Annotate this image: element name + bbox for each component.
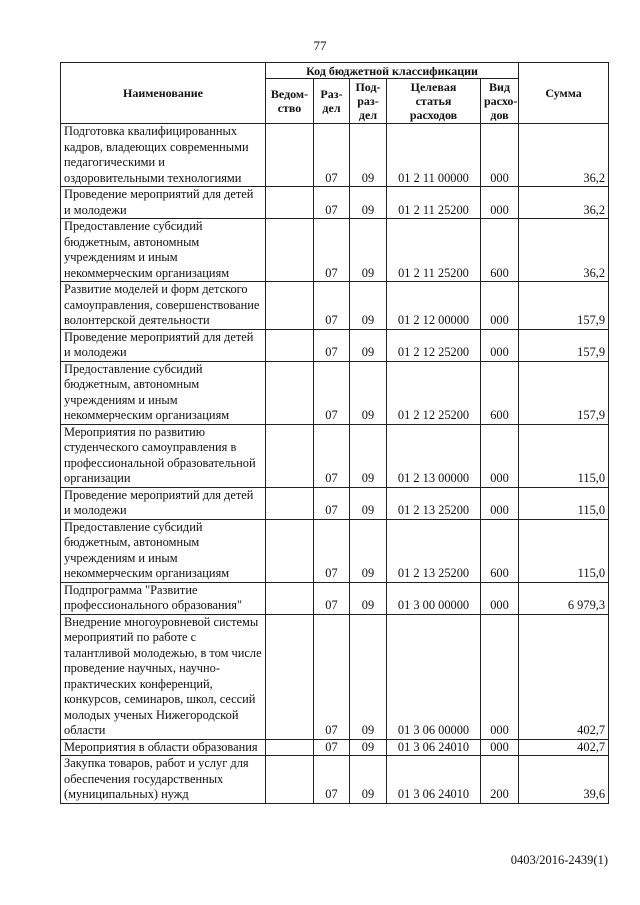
row-expense-type: 000 <box>481 487 519 519</box>
row-vedomstvo <box>266 739 314 756</box>
row-sum: 39,6 <box>519 756 609 804</box>
row-name: Подпрограмма "Развитие профессионального образования" <box>61 582 266 614</box>
table-row <box>61 329 609 361</box>
budget-table <box>60 62 609 804</box>
table-row <box>61 424 609 487</box>
row-razdel: 07 <box>314 519 350 582</box>
row-podrazdel: 09 <box>350 487 387 519</box>
row-expense-type: 000 <box>481 614 519 739</box>
row-podrazdel: 09 <box>350 739 387 756</box>
row-vedomstvo <box>266 519 314 582</box>
row-name: Мероприятия по развитию студенческого самоуправления в профессиональной образовательной организации <box>61 424 266 487</box>
row-expense-type: 600 <box>481 219 519 282</box>
row-podrazdel: 09 <box>350 519 387 582</box>
row-name: Предоставление субсидий бюджетным, автономным учреждениям и иным некоммерческим организациям <box>61 519 266 582</box>
table-row <box>61 739 609 756</box>
row-podrazdel: 09 <box>350 614 387 739</box>
header-vedomstvo: Ведом- ство <box>266 79 314 124</box>
table-row <box>61 614 609 739</box>
row-target-article: 01 2 13 25200 <box>387 487 481 519</box>
row-razdel: 07 <box>314 124 350 187</box>
row-expense-type: 000 <box>481 124 519 187</box>
row-target-article: 01 2 11 25200 <box>387 187 481 219</box>
row-vedomstvo <box>266 614 314 739</box>
table-row <box>61 282 609 330</box>
row-target-article: 01 2 11 25200 <box>387 219 481 282</box>
row-vedomstvo <box>266 361 314 424</box>
row-razdel: 07 <box>314 487 350 519</box>
row-target-article: 01 2 13 00000 <box>387 424 481 487</box>
row-name: Предоставление субсидий бюджетным, автономным учреждениям и иным некоммерческим организациям <box>61 361 266 424</box>
row-sum: 36,2 <box>519 187 609 219</box>
row-podrazdel: 09 <box>350 219 387 282</box>
row-expense-type: 000 <box>481 582 519 614</box>
row-podrazdel: 09 <box>350 756 387 804</box>
row-razdel: 07 <box>314 219 350 282</box>
row-vedomstvo <box>266 424 314 487</box>
row-podrazdel: 09 <box>350 329 387 361</box>
header-classification-group: Код бюджетной классификации <box>266 63 519 79</box>
row-vedomstvo <box>266 756 314 804</box>
row-expense-type: 000 <box>481 329 519 361</box>
table-row <box>61 361 609 424</box>
row-name: Проведение мероприятий для детей и молодежи <box>61 487 266 519</box>
header-target-article: Целевая статья расходов <box>387 79 481 124</box>
row-target-article: 01 2 11 00000 <box>387 124 481 187</box>
header-razdel: Раз- дел <box>314 79 350 124</box>
row-podrazdel: 09 <box>350 361 387 424</box>
row-sum: 157,9 <box>519 329 609 361</box>
row-sum: 115,0 <box>519 519 609 582</box>
row-sum: 402,7 <box>519 614 609 739</box>
row-razdel: 07 <box>314 361 350 424</box>
row-razdel: 07 <box>314 187 350 219</box>
row-vedomstvo <box>266 487 314 519</box>
row-expense-type: 000 <box>481 739 519 756</box>
row-target-article: 01 3 00 00000 <box>387 582 481 614</box>
row-target-article: 01 2 12 25200 <box>387 361 481 424</box>
row-name: Проведение мероприятий для детей и молодежи <box>61 329 266 361</box>
header-sum: Сумма <box>519 63 609 124</box>
table-row <box>61 187 609 219</box>
row-name: Мероприятия в области образования <box>61 739 266 756</box>
row-expense-type: 000 <box>481 282 519 330</box>
row-expense-type: 200 <box>481 756 519 804</box>
row-vedomstvo <box>266 582 314 614</box>
row-podrazdel: 09 <box>350 424 387 487</box>
row-vedomstvo <box>266 219 314 282</box>
row-razdel: 07 <box>314 329 350 361</box>
row-podrazdel: 09 <box>350 282 387 330</box>
row-podrazdel: 09 <box>350 582 387 614</box>
row-vedomstvo <box>266 124 314 187</box>
row-podrazdel: 09 <box>350 124 387 187</box>
row-name: Проведение мероприятий для детей и молодежи <box>61 187 266 219</box>
row-vedomstvo <box>266 329 314 361</box>
table-row <box>61 487 609 519</box>
row-target-article: 01 3 06 00000 <box>387 614 481 739</box>
row-target-article: 01 3 06 24010 <box>387 756 481 804</box>
table-row <box>61 582 609 614</box>
row-sum: 157,9 <box>519 361 609 424</box>
row-vedomstvo <box>266 187 314 219</box>
row-razdel: 07 <box>314 614 350 739</box>
row-sum: 6 979,3 <box>519 582 609 614</box>
row-name: Подготовка квалифицированных кадров, владеющих современными педагогическими и оздоровительными технологиями <box>61 124 266 187</box>
header-podrazdel: Под- раз- дел <box>350 79 387 124</box>
row-sum: 402,7 <box>519 739 609 756</box>
table-row <box>61 219 609 282</box>
row-sum: 115,0 <box>519 424 609 487</box>
row-razdel: 07 <box>314 582 350 614</box>
row-sum: 36,2 <box>519 219 609 282</box>
row-razdel: 07 <box>314 739 350 756</box>
row-expense-type: 600 <box>481 519 519 582</box>
table-body <box>61 124 609 804</box>
row-podrazdel: 09 <box>350 187 387 219</box>
row-sum: 115,0 <box>519 487 609 519</box>
row-target-article: 01 3 06 24010 <box>387 739 481 756</box>
table-row <box>61 124 609 187</box>
header-expense-type: Вид расхо- дов <box>481 79 519 124</box>
row-target-article: 01 2 12 25200 <box>387 329 481 361</box>
row-sum: 36,2 <box>519 124 609 187</box>
header-row-top <box>61 63 609 79</box>
row-razdel: 07 <box>314 756 350 804</box>
row-sum: 157,9 <box>519 282 609 330</box>
row-razdel: 07 <box>314 282 350 330</box>
header-name: Наименование <box>61 63 266 124</box>
row-name: Предоставление субсидий бюджетным, автономным учреждениям и иным некоммерческим организациям <box>61 219 266 282</box>
table-row <box>61 519 609 582</box>
document-code: 0403/2016-2439(1) <box>510 853 608 867</box>
row-target-article: 01 2 12 00000 <box>387 282 481 330</box>
row-name: Развитие моделей и форм детского самоуправления, совершенствование волонтерской деятельности <box>61 282 266 330</box>
row-vedomstvo <box>266 282 314 330</box>
row-expense-type: 600 <box>481 361 519 424</box>
row-expense-type: 000 <box>481 424 519 487</box>
row-expense-type: 000 <box>481 187 519 219</box>
row-name: Внедрение многоуровневой системы мероприятий по работе с талантливой молодежью, в том числе проведение научных, научно-практических конференций, конкурсов, семинаров, школ, сессий молодых ученых Нижегородской области <box>61 614 266 739</box>
page-number: 77 <box>313 38 327 53</box>
table-row <box>61 756 609 804</box>
row-target-article: 01 2 13 25200 <box>387 519 481 582</box>
row-razdel: 07 <box>314 424 350 487</box>
row-name: Закупка товаров, работ и услуг для обеспечения государственных (муниципальных) нужд <box>61 756 266 804</box>
